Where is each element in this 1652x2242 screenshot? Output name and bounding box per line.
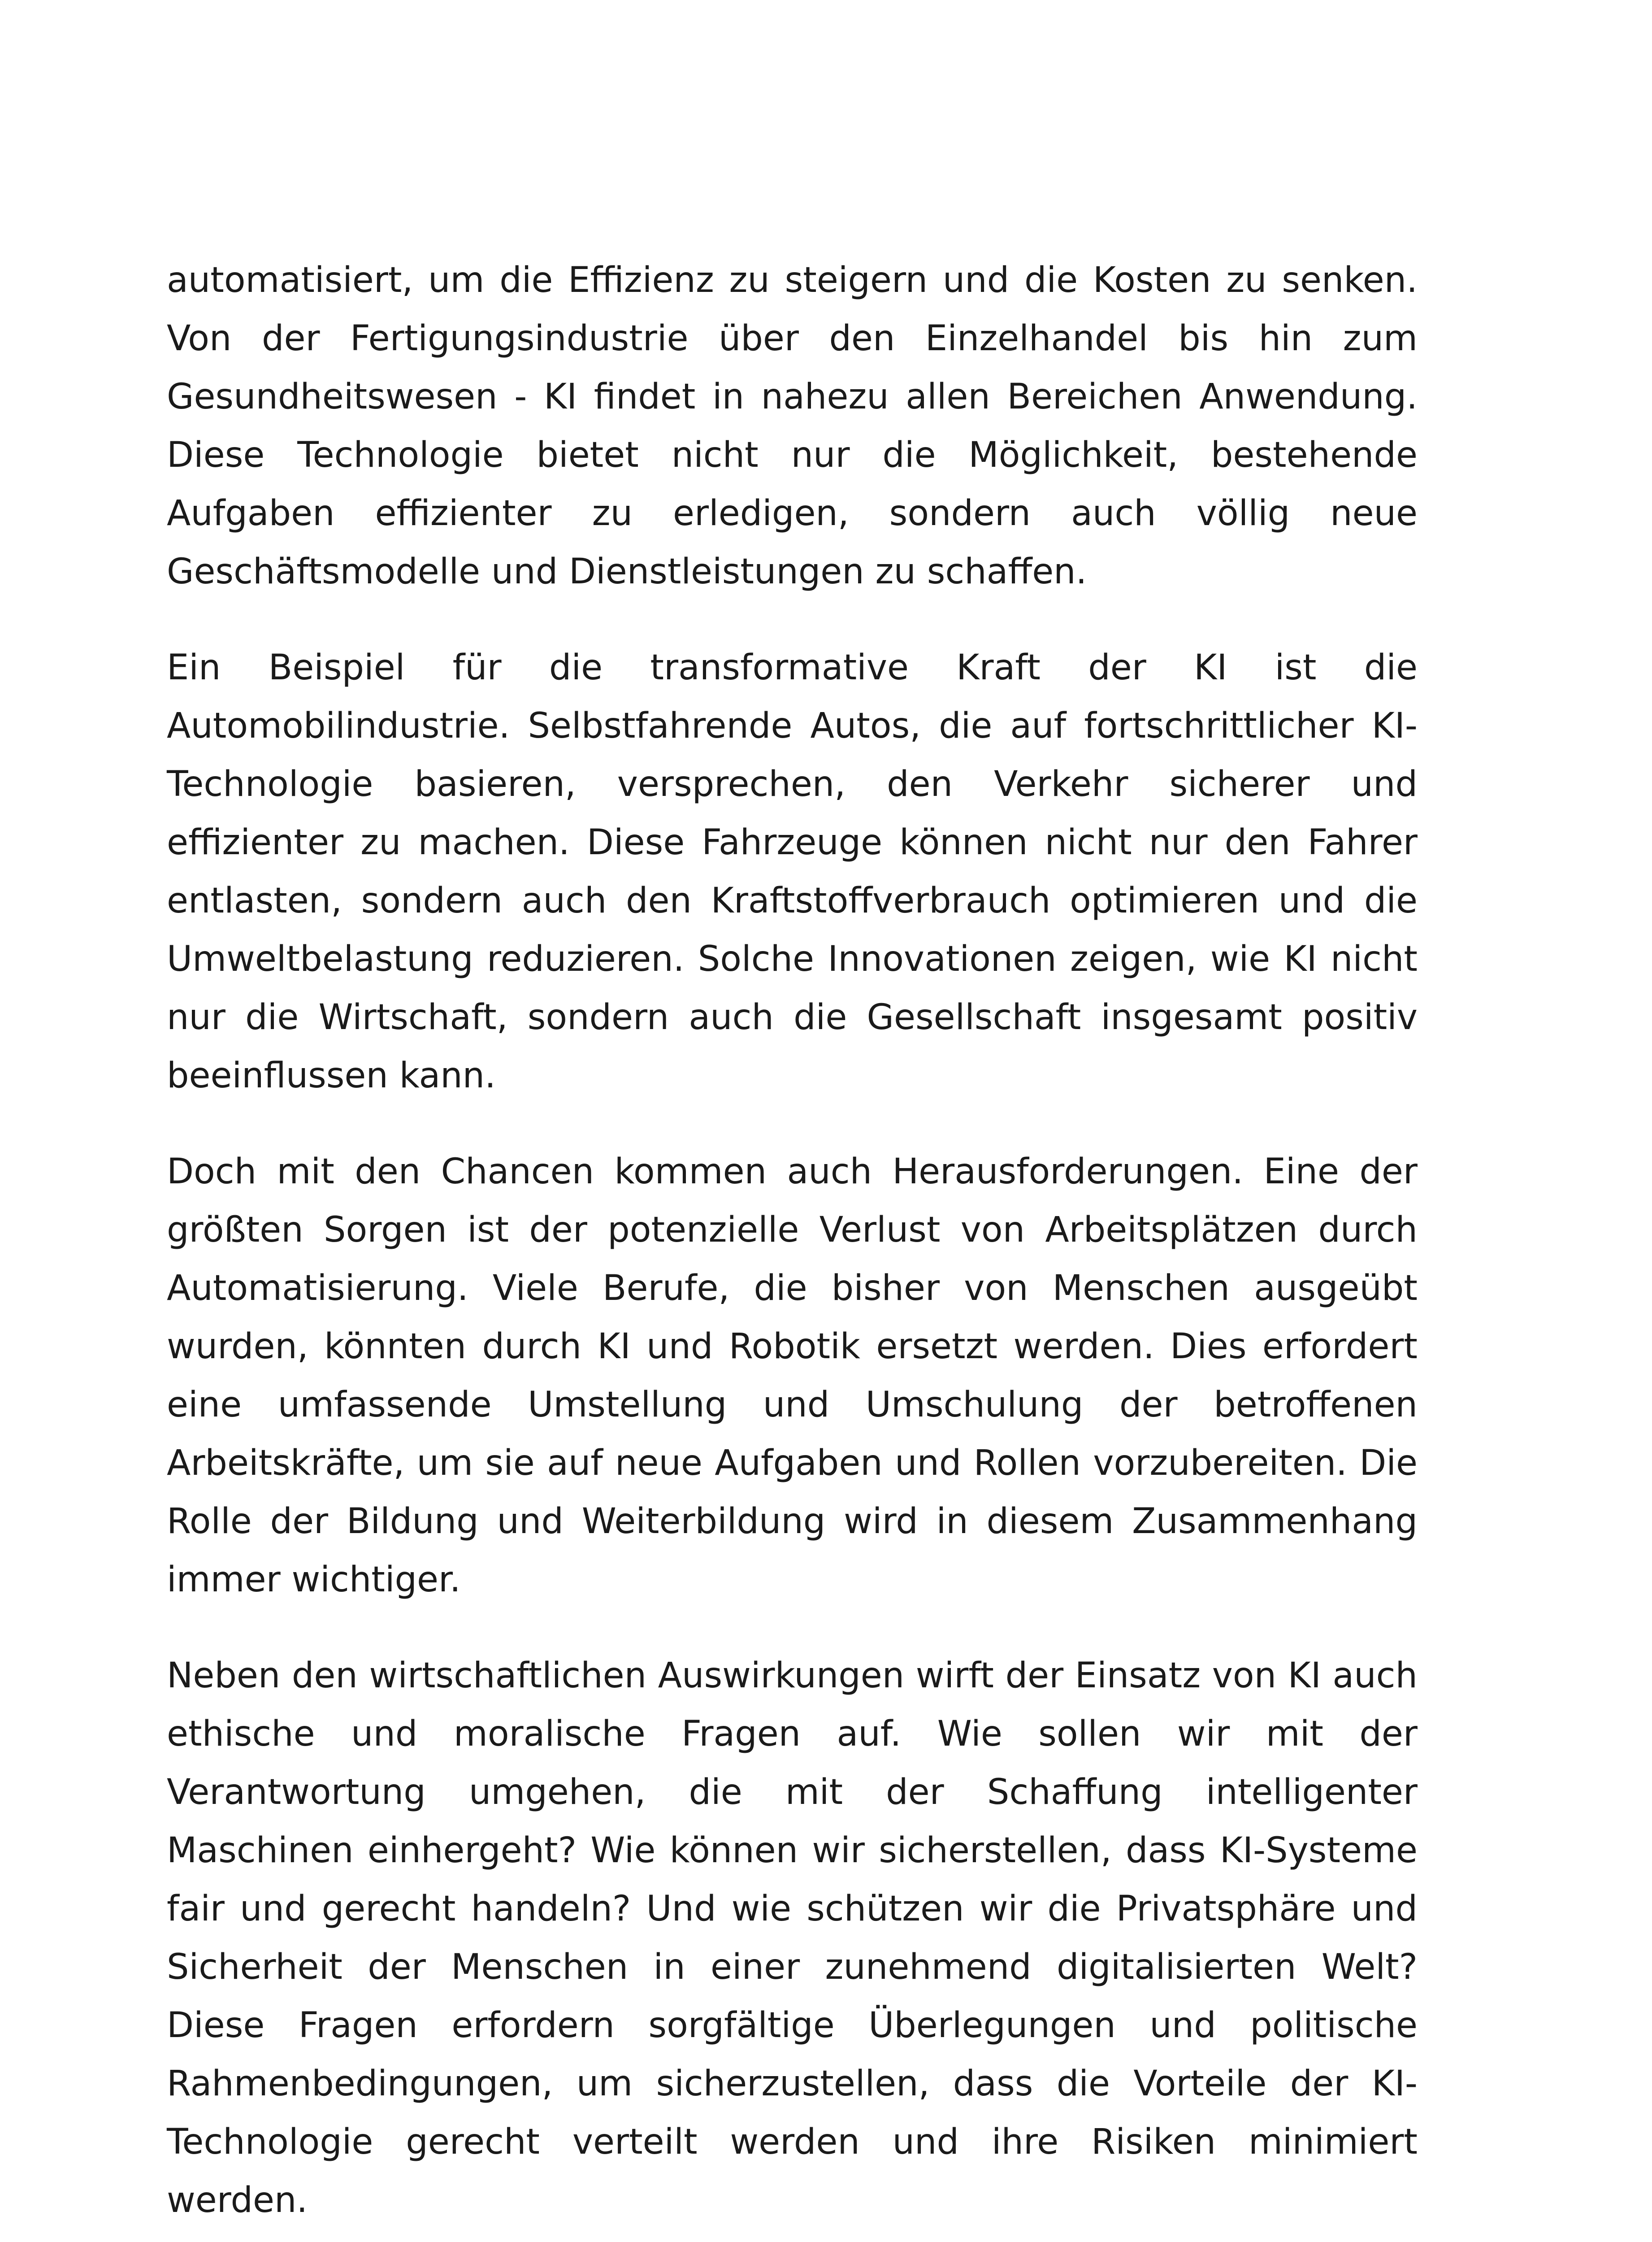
paragraph-4: Neben den wirtschaftlichen Auswirkungen wirft der Einsatz von KI auch ethische und moralische Fragen auf. Wie sollen wir mit der Verantwortung umgehen, die mit der Schaffung intelligenter Maschinen einhergeht? Wie können wir sicherstellen, dass KI-Systeme fair und gerecht handeln? Und wie schützen wir die Privatsphäre und Sicherheit der Menschen in einer zunehmend digitalisierten Welt? Diese Fragen erfordern sorgfältige Überlegungen und politische Rahmenbedingungen, um sicherzustellen, dass die Vorteile der KI-Technologie gerecht verteilt werden und ihre Risiken minimiert werden.: [167, 1655, 1418, 2220]
paragraph-1: automatisiert, um die Effizienz zu steigern und die Kosten zu senken. Von der Fertigungsindustrie über den Einzelhandel bis hin zum Gesundheitswesen - KI findet in nahezu allen Bereichen Anwendung. Diese Technologie bietet nicht nur die Möglichkeit, bestehende Aufgaben effizienter zu erledigen, sondern auch völlig neue Geschäftsmodelle und Dienstleistungen zu schaffen.: [167, 260, 1418, 592]
body-text: [167, 251, 1418, 2242]
paragraph-2: Ein Beispiel für die transformative Kraft der KI ist die Automobilindustrie. Selbstfahrende Autos, die auf fortschrittlicher KI-Technologie basieren, versprechen, den Verkehr sicherer und effizienter zu machen. Diese Fahrzeuge können nicht nur den Fahrer entlasten, sondern auch den Kraftstoffverbrauch optimieren und die Umweltbelastung reduzieren. Solche Innovationen zeigen, wie KI nicht nur die Wirtschaft, sondern auch die Gesellschaft insgesamt positiv beeinflussen kann.: [167, 647, 1418, 1096]
paragraph-3: Doch mit den Chancen kommen auch Herausforderungen. Eine der größten Sorgen ist der potenzielle Verlust von Arbeitsplätzen durch Automatisierung. Viele Berufe, die bisher von Menschen ausgeübt wurden, könnten durch KI und Robotik ersetzt werden. Dies erfordert eine umfassende Umstellung und Umschulung der betroffenen Arbeitskräfte, um sie auf neue Aufgaben und Rollen vorzubereiten. Die Rolle der Bildung und Weiterbildung wird in diesem Zusammenhang immer wichtiger.: [167, 1151, 1418, 1600]
